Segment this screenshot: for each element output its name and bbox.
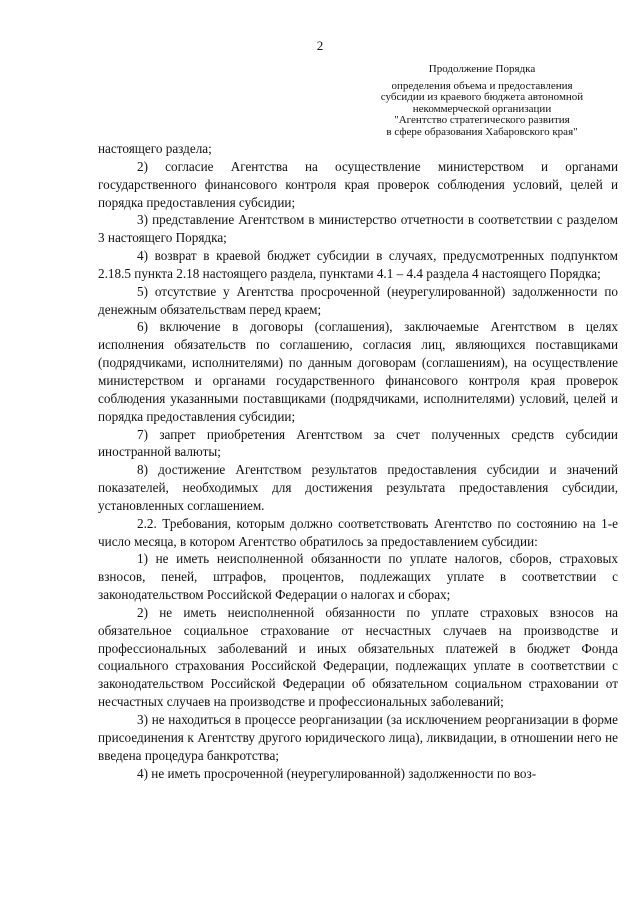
document-header — [352, 64, 612, 138]
paragraph: 5) отсутствие у Агентства просроченной (неурегулированной) задолженности по денежным обязательствам перед краем; — [98, 283, 618, 317]
paragraph: 2.2. Требования, которым должно соответствовать Агентство по состоянию на 1-е число месяца, в котором Агентство обратилось за предоставлением субсидии: — [98, 515, 618, 549]
header-continuation: Продолжение Порядка — [428, 63, 536, 75]
page-number: 2 — [316, 38, 324, 53]
header-line: некоммерческой организации — [412, 102, 552, 115]
paragraph: 4) возврат в краевой бюджет субсидии в случаях, предусмотренных подпунктом 2.18.5 пункта 2.18 настоящего раздела, пунктами 4.1 – 4.4 раздела 4 настоящего Порядка; — [98, 248, 618, 281]
header-line: определения объема и предоставления — [391, 79, 573, 92]
paragraph: 4) не иметь просроченной (неурегулированной) задолженности по воз- — [137, 765, 537, 781]
paragraph: 6) включение в договоры (соглашения), заключаемые Агентством в целях исполнения обязательств по соглашению, согласия лиц, являющихся поставщиками (подрядчиками, исполнителями) по данным договорам (соглашениям), на осуществление министерством и органами государственного финансового контроля края проверок соблюдения указанными поставщиками (подрядчиками, исполнителями) условий, целей и порядка предоставления субсидии; — [98, 319, 618, 424]
document-body — [98, 140, 618, 782]
header-line: субсидии из краевого бюджета автономной — [380, 91, 584, 103]
paragraph: 2) не иметь неисполненной обязанности по уплате страховых взносов на обязательное социальное страхование от несчастных случаев на производстве и профессиональных заболеваний и иных обязательных платежей в бюджет Фонда социального страхования Российской Федерации, подлежащих уплате в соответствии с законодательством Российской Федерации об обязательном социальном страховании от несчастных случаев на производстве и профессиональных заболеваний; — [98, 604, 618, 710]
paragraph: 2) согласие Агентства на осуществление министерством и органами государственного финансового контроля края проверок соблюдения условий, целей и порядка предоставления субсидии; — [98, 158, 618, 210]
paragraph: 3) не находиться в процессе реорганизации (за исключением реорганизации в форме присоединения к Агентству другого юридического лица), ликвидации, в отношении него не введена процедура банкротства; — [98, 712, 618, 763]
header-line: "Агентство стратегического развития — [394, 114, 570, 126]
paragraph: 1) не иметь неисполненной обязанности по уплате налогов, сборов, страховых взносов, пеней, штрафов, процентов, подлежащих уплате в соответствии с законодательством Российской Федерации о налогах и сборах; — [98, 551, 618, 603]
paragraph: настоящего раздела; — [98, 141, 212, 156]
paragraph: 3) представление Агентством в министерство отчетности в соответствии с разделом 3 настоящего Порядка; — [98, 212, 618, 246]
header-line: в сфере образования Хабаровского края" — [386, 125, 578, 138]
paragraph: 8) достижение Агентством результатов предоставления субсидии и значений показателей, необходимых для достижения результата предоставления субсидии, установленных соглашением. — [98, 462, 618, 513]
paragraph: 7) запрет приобретения Агентством за счет полученных средств субсидии иностранной валюты; — [98, 426, 618, 460]
